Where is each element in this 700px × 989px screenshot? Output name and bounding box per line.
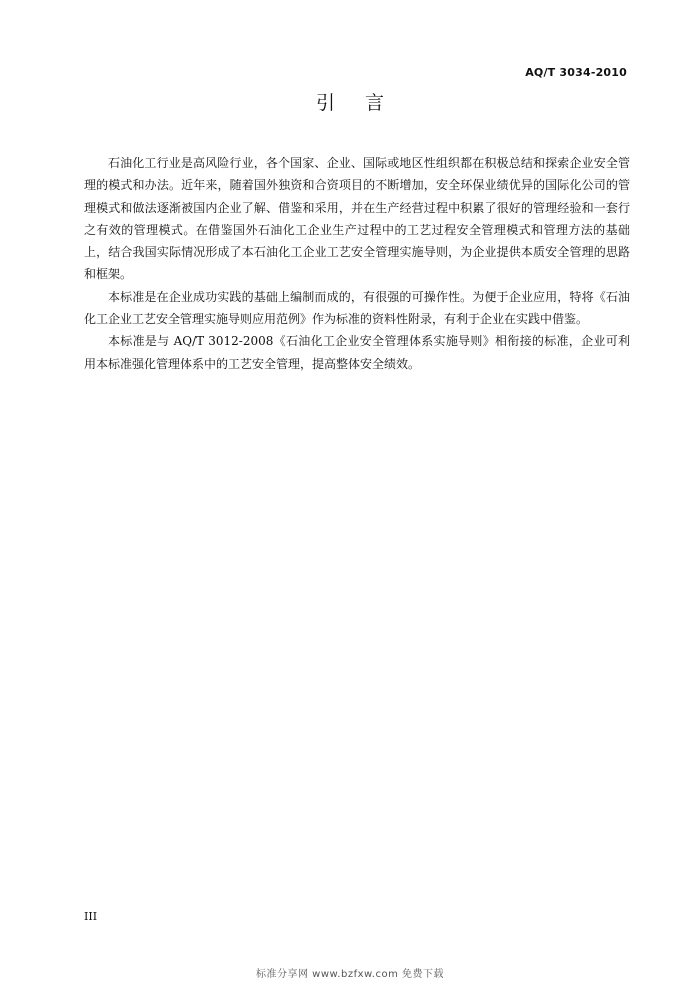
footer-watermark: 标准分享网 www.bzfxw.com 免费下载 — [256, 969, 444, 980]
page-title: 引 言 — [315, 92, 397, 114]
paragraph: 石油化工行业是高风险行业，各个国家、企业、国际或地区性组织都在积极总结和探索企业安全管理的模式和办法。近年来，随着国外独资和合资项目的不断增加，安全环保业绩优异的国际化公司的管理模式和做法逐渐被国内企业了解、借鉴和采用，并在生产经营过程中积累了很好的管理经验和一套行之有效的管理模式。在借鉴国外石油化工企业生产过程中的工艺过程安全管理模式和管理方法的基础上，结合我国实际情况形成了本石油化工企业工艺安全管理实施导则，为企业提供本质安全管理的思路和框架。 — [84, 156, 630, 282]
body-text — [84, 152, 630, 375]
paragraph: 本标准是在企业成功实践的基础上编制而成的，有很强的可操作性。为便于企业应用，特将《石油化工企业工艺安全管理实施导则应用范例》作为标准的资料性附录，有利于企业在实践中借鉴。 — [84, 289, 630, 327]
paragraph: 本标准是与 AQ/T 3012-2008《石油化工企业安全管理体系实施导则》相衔接的标准，企业可利用本标准强化管理体系中的工艺安全管理，提高整体安全绩效。 — [84, 334, 630, 371]
document-code: AQ/T 3034-2010 — [525, 66, 627, 79]
page-number: III — [84, 910, 98, 923]
